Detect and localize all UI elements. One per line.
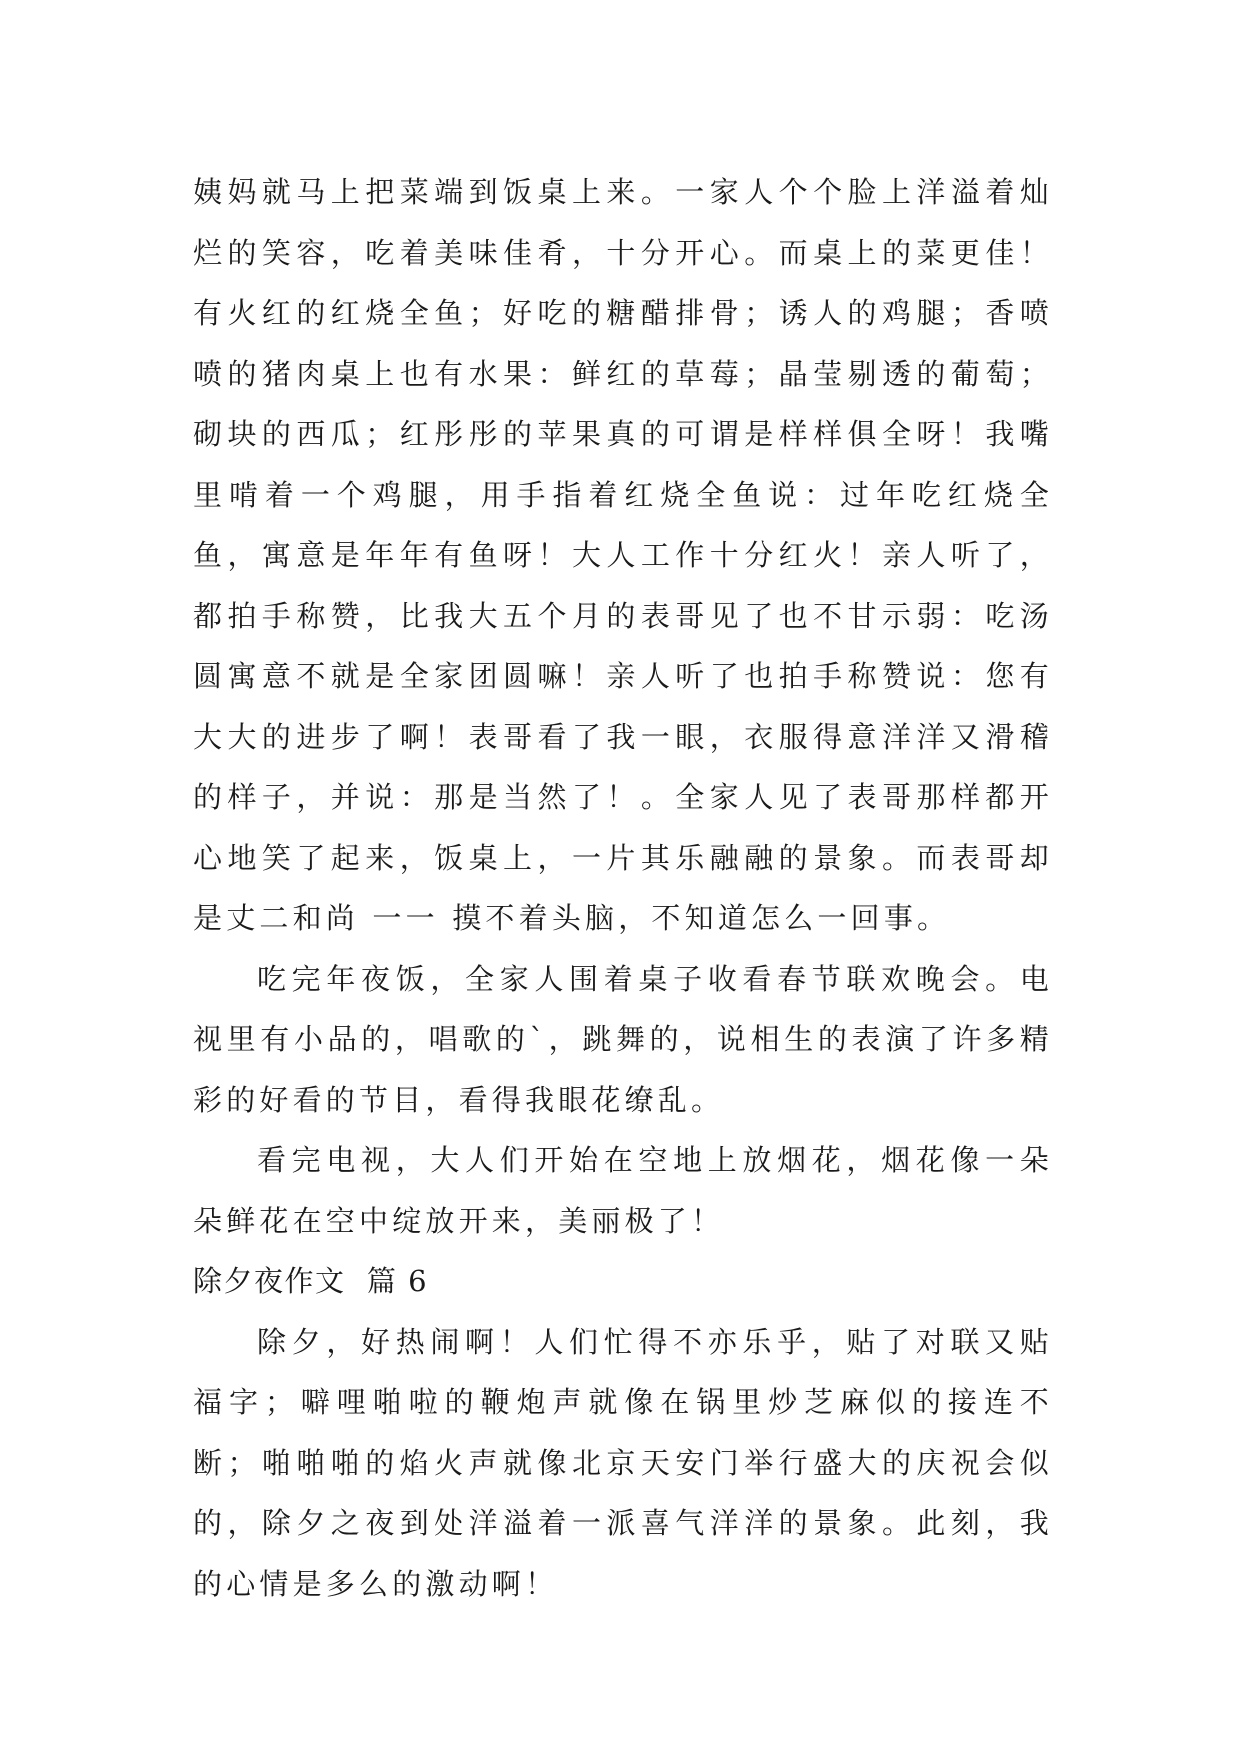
paragraph-new-year-eve: 除夕，好热闹啊！人们忙得不亦乐乎，贴了对联又贴福字；噼哩啪啦的鞭炮声就像在锅里炒芝麻似的接连不断；啪啪啪的焰火声就像北京天安门举行盛大的庆祝会似的，除夕之夜到处洋溢着一派喜气洋洋的景象。此刻，我的心情是多么的激动啊！ [193,1324,1053,1601]
essay-heading: 除夕夜作文 篇 6 [193,1264,429,1298]
document-page [193,162,1053,1614]
paragraph-dinner: 姨妈就马上把菜端到饭桌上来。一家人个个脸上洋溢着灿烂的笑容，吃着美味佳肴，十分开心。而桌上的菜更佳！有火红的红烧全鱼；好吃的糖醋排骨；诱人的鸡腿；香喷喷的猪肉桌上也有水果：鲜红的草莓；晶莹剔透的葡萄；砌块的西瓜；红彤彤的苹果真的可谓是样样俱全呀！我嘴里啃着一个鸡腿，用手指着红烧全鱼说：过年吃红烧全鱼，寓意是年年有鱼呀！大人工作十分红火！亲人听了，都拍手称赞，比我大五个月的表哥见了也不甘示弱：吃汤圆寓意不就是全家团圆嘛！亲人听了也拍手称赞说：您有大大的进步了啊！表哥看了我一眼，衣服得意洋洋又滑稽的样子，并说：那是当然了！。全家人见了表哥那样都开心地笑了起来，饭桌上，一片其乐融融的景象。而表哥却是丈二和尚 一一 摸不着头脑，不知道怎么一回事。 [193,175,1053,935]
paragraph-fireworks: 看完电视，大人们开始在空地上放烟花，烟花像一朵朵鲜花在空中绽放开来，美丽极了！ [193,1143,1053,1238]
paragraph-gala: 吃完年夜饭，全家人围着桌子收看春节联欢晚会。电视里有小品的，唱歌的`，跳舞的，说相生的表演了许多精彩的好看的节目，看得我眼花缭乱。 [193,961,1053,1117]
